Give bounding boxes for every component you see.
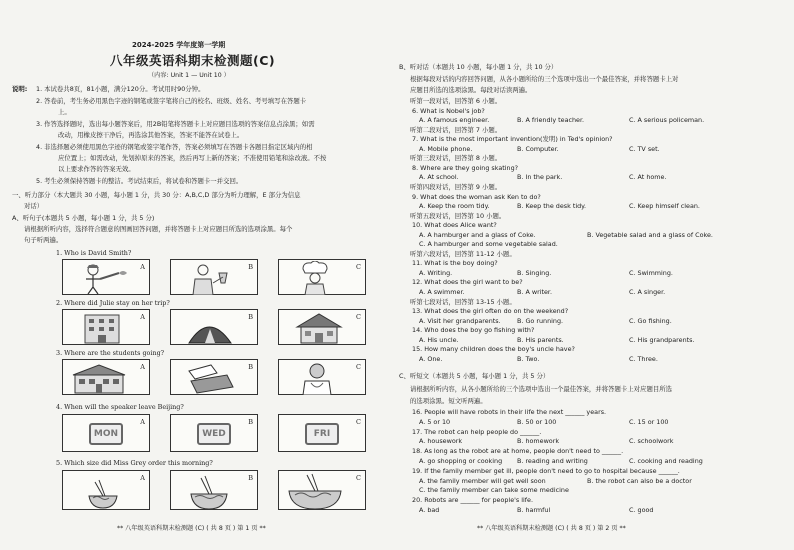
part-c-instructions: 请根据所听内容，从各小题所给的三个选项中选出一个最佳答案，并将答题卡上对应题目所选: [410, 385, 673, 393]
notes-line: 2. 答卷前，考生务必用黑色字迹的钢笔或签字笔将自己的校名、班级、姓名、考号填写在答题卡: [36, 97, 307, 105]
option-letter: A: [140, 474, 145, 482]
page-footer: ** 八年级英语科期末检测题 (C) ( 共 8 页 ) 第 1 页 **: [117, 525, 266, 532]
option-letter: C: [356, 313, 361, 321]
answer-option-c: C. 15 or 100: [629, 417, 669, 426]
exam-title: 八年级英语科期末检测题(C): [110, 53, 276, 68]
option-letter: C: [356, 474, 361, 482]
answer-option-b: B. A friendly teacher.: [517, 116, 585, 125]
answer-option-c: C. TV set.: [629, 144, 660, 153]
answer-option-b: B. Go running.: [517, 316, 564, 325]
question-text: 19. If the family member get ill, people don't need to go to hospital because ______.: [412, 466, 680, 475]
exam-page-2: [397, 0, 794, 550]
question-5: 5. Which size did Miss Grey order this morning?: [56, 459, 213, 467]
part-c-instructions: 的选项涂黑。短文听两遍。: [410, 397, 487, 405]
notes-line: 应位置上；如需改动，先划掉原来的答案，然后再写上新的答案；不准使用铅笔和涂改液。不按: [58, 154, 327, 162]
answer-option-c: C. cooking and reading: [629, 457, 703, 465]
option-letter: A: [140, 313, 145, 321]
dialogue-instruction: 听第六段对话，回答第 11-12 小题。: [410, 249, 516, 258]
answer-option-a: A. A hamburger and a glass of Coke.: [419, 230, 536, 239]
answer-option-a: A. Visit her grandparents.: [419, 316, 501, 325]
part-a-instructions: 句子听两遍。: [24, 236, 63, 244]
question-text: 20. Robots are ______ for people's life.: [412, 496, 534, 505]
question-text: 9. What does the woman ask Ken to do?: [412, 192, 541, 201]
option-picture: [170, 309, 258, 345]
answer-option-a: A. the family member will get well soon: [419, 476, 546, 485]
answer-option-c: C. At home.: [629, 173, 667, 182]
question-1: 1. Who is David Smith?: [56, 249, 132, 257]
question-text: 17. The robot can help people do ______.: [412, 427, 542, 436]
answer-option-c: C. A hamburger and some vegetable salad.: [419, 240, 558, 249]
option-picture: [62, 259, 150, 295]
question-text: 14. Who does the boy go fishing with?: [412, 326, 535, 335]
notes-line: 上。: [58, 108, 71, 116]
option-letter: B: [248, 474, 253, 482]
answer-option-b: B. the robot can also be a doctor: [587, 476, 692, 485]
answer-option-b: B. Keep the desk tidy.: [517, 202, 587, 211]
option-picture: [278, 414, 366, 452]
dialogue-instruction: 听第五段对话，回答第 10 小题。: [410, 211, 506, 220]
answer-option-c: C. Swimming.: [629, 268, 673, 277]
notes-line: 以上要求作答的答案无效。: [58, 165, 135, 173]
question-text: 6. What is Nobel's job?: [412, 106, 485, 115]
option-letter: C: [356, 263, 361, 271]
question-3: 3. Where are the students going?: [56, 349, 165, 357]
notes-line: 3. 作答选择题时，选出每小题答案后，用2B铅笔将答题卡上对应题目选项的答案信息点涂黑；如需: [36, 120, 315, 128]
option-picture: [170, 259, 258, 295]
option-picture: [62, 470, 150, 510]
question-text: 13. What does the girl often do on the weekend?: [412, 307, 569, 316]
answer-option-a: A. housework: [419, 437, 463, 446]
page-footer: ** 八年级英语科期末检测题 (C) ( 共 8 页 ) 第 2 页 **: [477, 525, 626, 532]
answer-option-c: C. Three.: [629, 354, 658, 363]
answer-option-c: C. Go fishing.: [629, 316, 672, 325]
question-text: 11. What is the boy doing?: [412, 259, 498, 268]
answer-option-b: B. Singing.: [517, 268, 552, 277]
answer-option-b: B. In the park.: [517, 173, 563, 182]
question-text: 18. As long as the robot are at home, people don't need to ______.: [412, 447, 624, 456]
option-letter: C: [356, 363, 361, 371]
question-text: 10. What does Alice want?: [412, 221, 497, 230]
answer-option-a: A. Mobile phone.: [419, 144, 473, 153]
option-letter: B: [248, 263, 253, 271]
option-picture: [62, 359, 150, 395]
notes-line: 1. 本试卷共8页，81小题，满分120分。考试用时90分钟。: [36, 85, 205, 93]
question-2: 2. Where did Julie stay on her trip?: [56, 299, 170, 307]
answer-option-b: B. A writer.: [517, 288, 552, 296]
calendar-day: MON: [89, 423, 123, 445]
medium-noodle-bowl-icon: [181, 472, 241, 510]
question-text: 15. How many children does the boy's uncle have?: [412, 345, 575, 354]
dialogue-instruction: 听第七段对话，回答第 13-15 小题。: [410, 297, 516, 306]
option-picture: [278, 359, 366, 395]
answer-option-c: C. His grandparents.: [629, 335, 695, 344]
answer-option-a: A. go shopping or cooking: [419, 457, 503, 465]
chef-icon: [289, 261, 349, 295]
part-a-instructions: 请根据所听内容，选择符合题意的图画回答问题，并将答题卡上对应题目所选的选项涂黑。每个: [24, 225, 293, 233]
answer-option-a: A. At school.: [419, 173, 459, 182]
dialogue-instruction: 听第一段对话，回答第 6 小题。: [410, 97, 502, 105]
question-text: 16. People will have robots in their life the next ______ years.: [412, 408, 607, 416]
option-picture: [278, 259, 366, 295]
option-letter: A: [140, 363, 145, 371]
part-b-instructions: 应题目所选的选项涂黑。每段对话读两遍。: [410, 86, 532, 94]
question-4: 4. When will the speaker leave Beijing?: [56, 403, 184, 411]
dialogue-instruction: 听第二段对话，回答第 7 小题。: [410, 125, 502, 134]
notes-line: 5. 考生必须保持答题卡的整洁。考试结束后，将试卷和答题卡一并交回。: [36, 177, 243, 185]
option-picture: [170, 470, 258, 510]
option-letter: B: [248, 363, 253, 371]
answer-option-b: B. Computer.: [517, 144, 559, 153]
question-text: 8. Where are they going skating?: [412, 163, 519, 172]
option-letter: C: [356, 418, 361, 426]
option-picture: [170, 359, 258, 395]
doctor-icon: [291, 361, 351, 395]
section-heading-cont: 对话）: [24, 202, 44, 210]
answer-option-b: B. Two.: [517, 354, 540, 363]
answer-option-b: B. His parents.: [517, 335, 564, 344]
dialogue-instruction: 听第三段对话，回答第 8 小题。: [410, 154, 502, 163]
answer-option-c: C. A serious policeman.: [629, 116, 705, 125]
part-b-instructions: 根据每段对话的内容回答问题，从各小题所给的三个选项中选出一个最佳答案，并将答题卡上对: [410, 75, 679, 83]
option-picture: [278, 309, 366, 345]
part-c-heading: C、听短文（本题共 5 小题，每小题 1 分，共 5 分）: [399, 372, 550, 380]
answer-option-c: C. the family member can take some medicine: [419, 486, 569, 495]
answer-option-a: A. A swimmer.: [419, 288, 465, 296]
answer-option-a: A. bad: [419, 506, 440, 514]
part-a-heading: A、听句子(本题共 5 小题，每小题 1 分，共 5 分): [12, 214, 155, 222]
answer-option-c: C. A singer.: [629, 288, 666, 296]
answer-option-b: B. Vegetable salad and a glass of Coke.: [587, 230, 713, 239]
answer-option-a: A. Keep the room tidy.: [419, 202, 490, 211]
school-building-icon: [69, 361, 133, 395]
answer-option-a: A. One.: [419, 354, 443, 363]
answer-option-a: A. A famous engineer.: [419, 116, 490, 125]
answer-option-b: B. reading and writing: [517, 457, 588, 465]
option-letter: A: [140, 263, 145, 271]
question-text: 12. What does the girl want to be?: [412, 278, 523, 287]
term-label: 2024-2025 学年度第一学期: [132, 41, 226, 49]
question-text: 7. What is the most important invention(发明) in Ted's opinion?: [412, 135, 613, 144]
option-picture: [62, 414, 150, 452]
hotel-icon: [77, 311, 137, 345]
firefighter-icon: [71, 261, 131, 295]
option-letter: B: [248, 313, 253, 321]
calendar-day: FRI: [305, 423, 339, 445]
dialogue-instruction: 听第四段对话，回答第 9 小题。: [410, 182, 502, 191]
option-picture: [170, 414, 258, 452]
calendar-day: WED: [197, 423, 231, 445]
tent-icon: [183, 311, 243, 345]
answer-option-a: A. Writing.: [419, 268, 453, 277]
typewriter-icon: [181, 361, 241, 395]
house-icon: [291, 311, 351, 345]
answer-option-a: A. His uncle.: [419, 335, 459, 344]
scientist-icon: [179, 261, 239, 295]
answer-option-c: C. good: [629, 506, 654, 514]
answer-option-b: B. 50 or 100: [517, 417, 557, 426]
exam-scope: （内容: Unit 1 — Unit 10 ）: [148, 72, 230, 79]
section-heading: 一、听力部分（本大题共 30 小题，每小题 1 分，共 30 分：A,B,C,D 部分为听力理解，E 部分为信息: [12, 191, 301, 199]
large-noodle-bowl-icon: [285, 472, 349, 510]
answer-option-b: B. harmful: [517, 506, 551, 514]
notes-line: 改动，用橡皮擦干净后，再选涂其他答案，答案不能答在试卷上。: [58, 131, 244, 139]
answer-option-b: B. homework: [517, 437, 560, 446]
notes-label: 说明:: [12, 85, 28, 93]
answer-option-c: C. Keep himself clean.: [629, 202, 700, 211]
option-letter: B: [248, 418, 253, 426]
option-picture: [278, 470, 366, 510]
answer-option-c: C. schoolwork: [629, 437, 674, 446]
answer-option-a: A. 5 or 10: [419, 417, 451, 426]
small-noodle-bowl-icon: [77, 472, 137, 510]
option-picture: [62, 309, 150, 345]
notes-line: 4. 非选择题必须使用黑色字迹的钢笔或签字笔作答，答案必须填写在答题卡各题目指定区域内的相: [36, 143, 313, 151]
option-letter: A: [140, 418, 145, 426]
part-b-heading: B、听对话（本题共 10 小题，每小题 1 分，共 10 分）: [399, 63, 558, 71]
